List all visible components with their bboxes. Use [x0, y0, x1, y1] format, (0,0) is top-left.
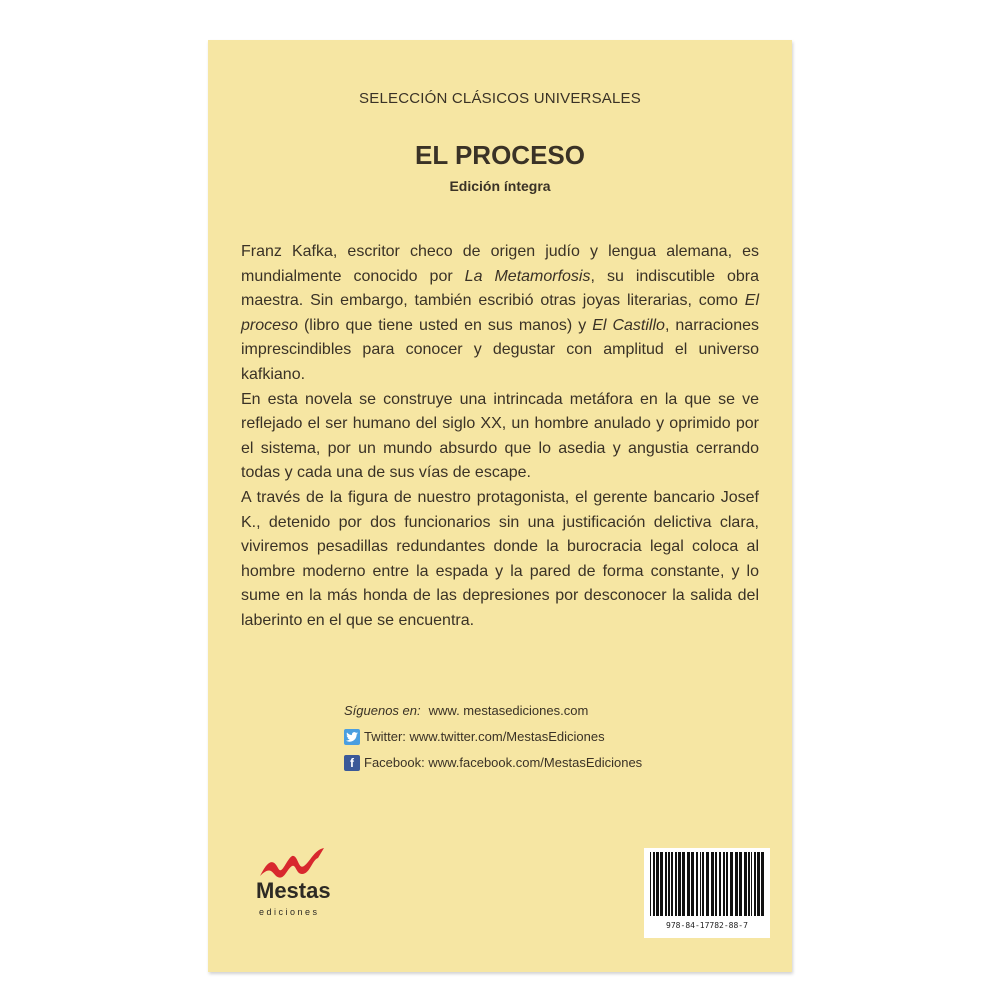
barcode-bar	[726, 852, 728, 916]
barcode-bar	[678, 852, 681, 916]
barcode-bar	[665, 852, 667, 916]
publisher-subname: ediciones	[259, 907, 320, 917]
series-label: SELECCIÓN CLÁSICOS UNIVERSALES	[359, 90, 641, 107]
facebook-row	[344, 750, 642, 776]
synopsis-paragraph-1: Franz Kafka, escritor checo de origen judío y lengua alemana, es mundialmente conocido por La Metamorfosis, su indiscutible obra maestra. Sin embargo, también escribió otras joyas literarias, como El proceso (libro que tiene usted en sus manos) y El Castillo, narraciones imprescindibles para conocer y degustar con amplitud el universo kafkiano.	[241, 243, 760, 383]
book-title: EL PROCESO	[414, 140, 585, 170]
barcode-bar	[711, 852, 714, 916]
barcode-bar	[730, 852, 733, 916]
barcode-bar	[682, 852, 685, 916]
isbn-number: 978-84-17782-88-7	[666, 921, 748, 930]
barcode-bar	[735, 852, 738, 916]
barcode-bar	[653, 852, 655, 916]
barcode-bar	[719, 852, 721, 916]
barcode-bar	[761, 852, 764, 916]
follow-label: Síguenos en:	[344, 703, 421, 718]
facebook-link[interactable]: Facebook: www.facebook.com/MestasEdiciones	[364, 755, 643, 770]
social-links	[344, 698, 642, 776]
barcode-bar	[702, 852, 704, 916]
barcode-bar	[748, 852, 750, 916]
twitter-icon	[344, 729, 360, 745]
publisher-name: Mestas	[256, 878, 331, 903]
barcode-bar	[739, 852, 742, 916]
twitter-link[interactable]: Twitter: www.twitter.com/MestasEdiciones	[364, 729, 605, 744]
barcode-bar	[656, 852, 659, 916]
barcode-bar	[668, 852, 670, 916]
book-back-cover	[208, 40, 792, 972]
barcode-bar	[706, 852, 709, 916]
barcode-bar	[691, 852, 694, 916]
synopsis	[241, 240, 759, 634]
barcode-bar	[675, 852, 677, 916]
facebook-icon: f	[344, 755, 360, 771]
website-link[interactable]: www. mestasediciones.com	[428, 703, 589, 718]
twitter-row	[344, 724, 642, 750]
barcode-bar	[723, 852, 725, 916]
barcode-bars	[648, 852, 766, 918]
barcode-bar	[660, 852, 663, 916]
synopsis-paragraph-2: En esta novela se construye una intrincada metáfora en la que se ve reflejado el ser humano del siglo XX, un hombre anulado y oprimido por el sistema, por un mundo absurdo que lo asedia y angustia cerrando todas y cada una de sus vías de escape.	[241, 390, 759, 482]
barcode-bar	[715, 852, 717, 916]
barcode-bar	[671, 852, 673, 916]
barcode-bar	[650, 852, 651, 916]
barcode-bar	[757, 852, 760, 916]
barcode-bar	[754, 852, 756, 916]
barcode-bar	[751, 852, 752, 916]
barcode-bar	[744, 852, 747, 916]
website-row	[344, 698, 642, 724]
barcode-bar	[696, 852, 698, 916]
barcode-bar	[700, 852, 701, 916]
barcode	[644, 848, 770, 938]
barcode-bar	[687, 852, 690, 916]
synopsis-paragraph-3: A través de la figura de nuestro protagonista, el gerente bancario Josef K., detenido por dos funcionarios sin una justificación delictiva clara, viviremos pesadillas redundantes donde la burocracia legal coloca al hombre moderno entre la espada y la pared de forma constante, y lo sume en la más honda de las depresiones por desconocer la salida del laberinto en el que se encuentra.	[241, 488, 759, 629]
edition-label: Edición íntegra	[449, 178, 551, 194]
